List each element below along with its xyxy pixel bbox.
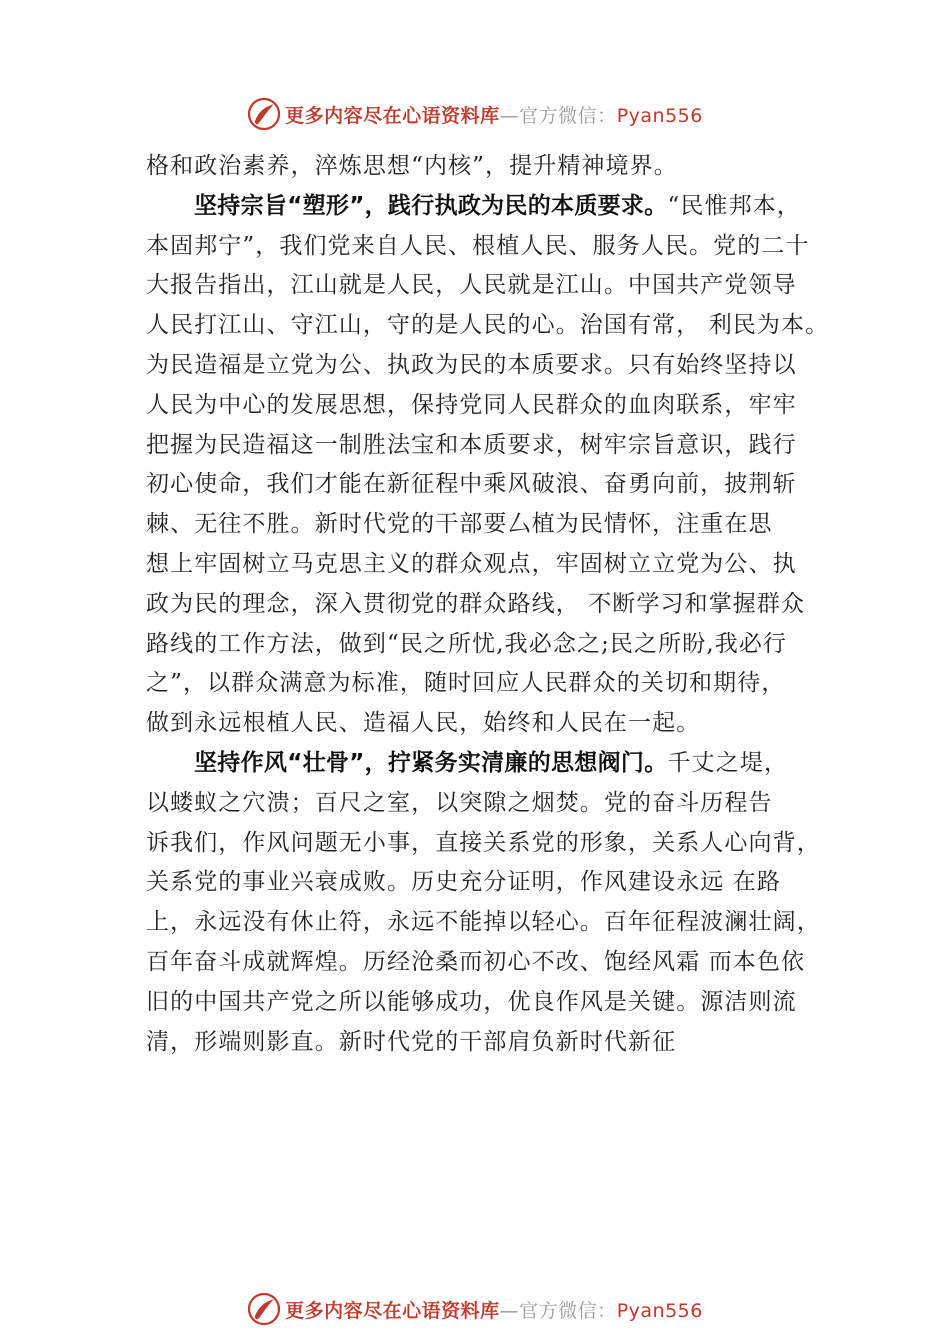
text-line xyxy=(146,744,836,784)
text-line xyxy=(146,505,836,545)
banner-text xyxy=(285,101,703,128)
text-line xyxy=(146,227,836,267)
line-text: 清，形端则影直。新时代党的干部肩负新时代新征 xyxy=(146,1028,677,1055)
brush-logo-icon xyxy=(247,97,281,131)
text-line xyxy=(146,346,836,386)
text-line xyxy=(146,784,836,824)
banner-wechat-id: Pyan556 xyxy=(616,104,703,127)
banner-sub-text: 官方微信： xyxy=(519,104,617,127)
text-line xyxy=(146,147,836,187)
text-line xyxy=(146,585,836,625)
line-text: 初心使命，我们才能在新征程中乘风破浪、奋勇向前，披荆斩 xyxy=(146,471,797,498)
line-text: 千丈之堤， xyxy=(667,749,789,776)
text-line xyxy=(146,983,836,1023)
line-text: 路线的工作方法，做到“民之所忧,我必念之;民之所盼,我必行 xyxy=(146,630,788,657)
text-line xyxy=(146,625,836,665)
banner-main-text: 更多内容尽在心语资料库 xyxy=(285,1299,500,1322)
text-line xyxy=(146,863,836,903)
document-body xyxy=(146,147,836,1062)
line-text: 人民打江山、守江山，守的是人民的心。治国有常， 利民为本。 xyxy=(146,312,830,339)
banner-text xyxy=(285,1296,703,1323)
line-text: “民惟邦本， xyxy=(667,192,801,219)
line-text: 大报告指出，江山就是人民，人民就是江山。中国共产党领导 xyxy=(146,272,797,299)
line-text: 以蝼蚁之穴溃；百尺之室，以突隙之烟焚。党的奋斗历程告 xyxy=(146,789,773,816)
line-text: 百年奋斗成就辉煌。历经沧桑而初心不改、饱经风霜 而本色依 xyxy=(146,948,806,975)
text-line xyxy=(146,824,836,864)
text-line xyxy=(146,465,836,505)
line-text: 做到永远根植人民、造福人民，始终和人民在一起。 xyxy=(146,710,701,737)
line-text: 关系党的事业兴衰成败。历史充分证明，作风建设永远 在路 xyxy=(146,869,782,896)
text-line xyxy=(146,187,836,227)
line-text: 人民为中心的发展思想，保持党同人民群众的血肉联系，牢牢 xyxy=(146,391,797,418)
text-line xyxy=(146,426,836,466)
text-line xyxy=(146,306,836,346)
banner-dash: — xyxy=(499,1299,520,1322)
line-text: 上，永远没有休止符，永远不能掉以轻心。百年征程波澜壮阔， xyxy=(146,909,821,936)
line-text: 政为民的理念，深入贯彻党的群众路线， 不断学习和掌握群众 xyxy=(146,590,806,617)
line-text: 之”，以群众满意为标准，随时回应人民群众的关切和期待， xyxy=(146,670,786,697)
section-heading: 坚持宗旨“塑形”，践行执政为民的本质要求。 xyxy=(194,192,668,219)
text-line xyxy=(146,266,836,306)
footer-banner xyxy=(0,1289,950,1329)
line-text: 格和政治素养，淬炼思想“内核”，提升精神境界。 xyxy=(146,153,678,179)
text-line xyxy=(146,943,836,983)
text-line xyxy=(146,903,836,943)
line-text: 旧的中国共产党之所以能够成功，优良作风是关键。源洁则流 xyxy=(146,988,797,1015)
line-text: 想上牢固树立马克思主义的群众观点，牢固树立立党为公、执 xyxy=(146,550,797,577)
text-line xyxy=(146,704,836,744)
line-text: 本固邦宁”，我们党来自人民、根植人民、服务人民。党的二十 xyxy=(146,232,810,259)
section-heading: 坚持作风“壮骨”，拧紧务实清廉的思想阀门。 xyxy=(194,749,668,776)
banner-sub-text: 官方微信： xyxy=(519,1299,617,1322)
line-text: 把握为民造福这一制胜法宝和本质要求，树牢宗旨意识，践行 xyxy=(146,431,797,458)
banner-main-text: 更多内容尽在心语资料库 xyxy=(285,104,500,127)
text-line xyxy=(146,545,836,585)
text-line xyxy=(146,386,836,426)
line-text: 诉我们，作风问题无小事，直接关系党的形象，关系人心向背， xyxy=(146,829,821,856)
text-line xyxy=(146,1023,836,1063)
line-text: 为民造福是立党为公、执政为民的本质要求。只有始终坚持以 xyxy=(146,351,797,378)
brush-logo-icon xyxy=(247,1292,281,1326)
banner-wechat-id: Pyan556 xyxy=(616,1299,703,1322)
text-line xyxy=(146,664,836,704)
header-banner xyxy=(0,94,950,134)
line-text: 棘、无往不胜。新时代党的干部要厶植为民情怀，注重在思 xyxy=(146,511,773,538)
banner-dash: — xyxy=(499,104,520,127)
